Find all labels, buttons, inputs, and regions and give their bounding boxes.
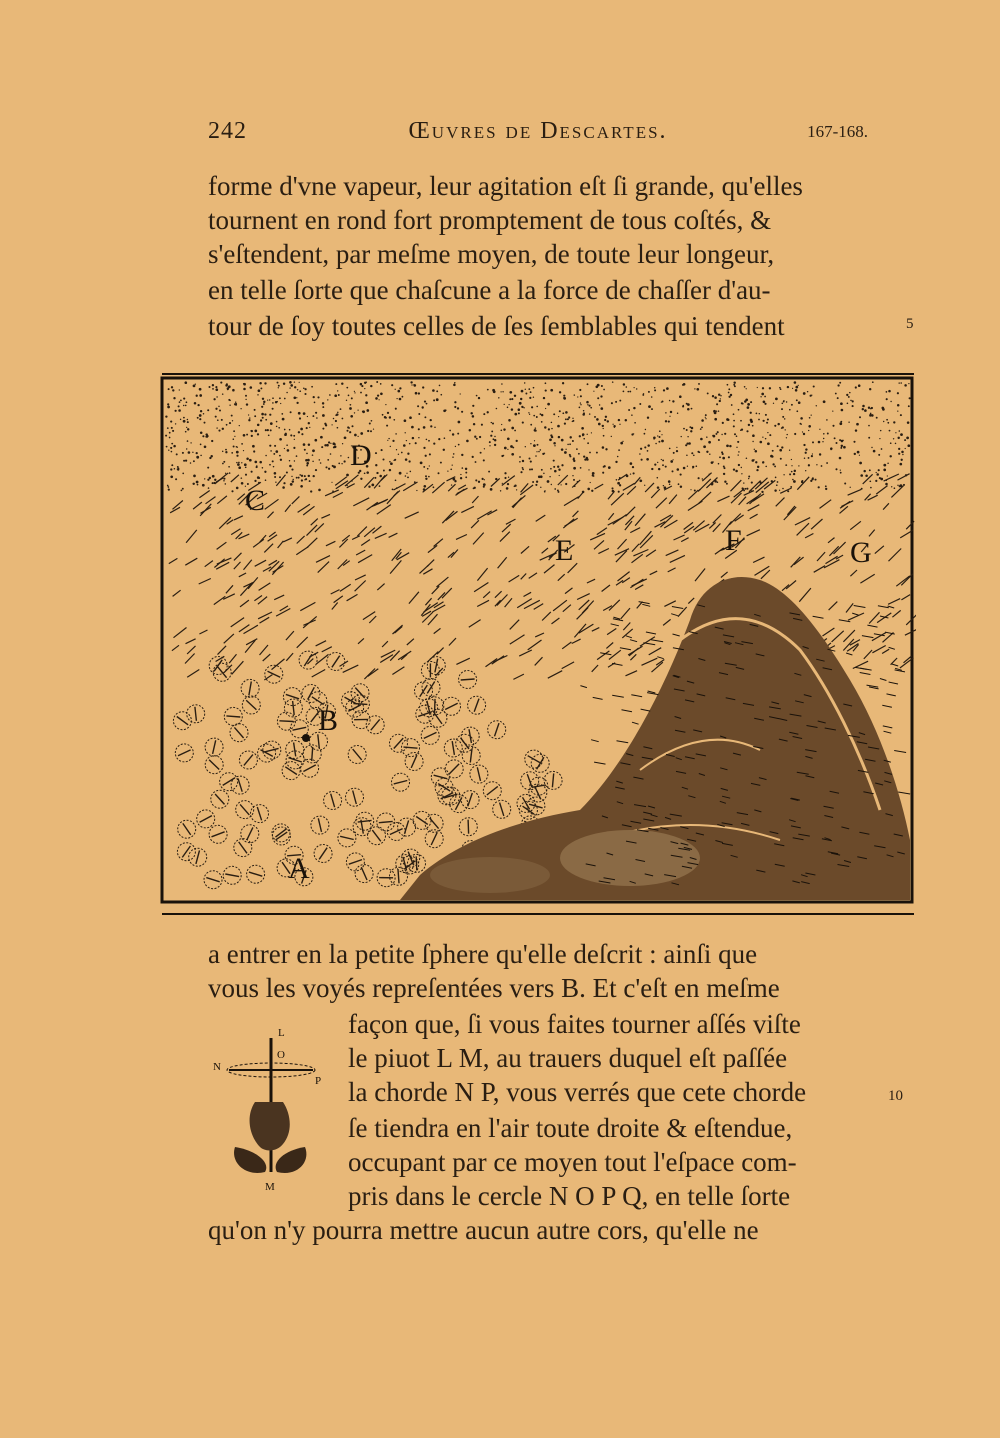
text-line: forme d'vne vapeur, leur agitation eſt ſi grande, qu'elles	[208, 171, 803, 201]
text-line: qu'on n'y pourra mettre aucun autre cors, qu'elle ne	[208, 1215, 759, 1245]
label-l: L	[278, 1027, 285, 1039]
line-number: 5	[906, 316, 914, 332]
text-line: en telle ſorte que chaſcune a la force de chaſſer d'au-	[208, 275, 771, 305]
text-line: tournent en rond fort promptement de tous coſtés, &	[208, 205, 772, 235]
label-p: P	[315, 1075, 322, 1087]
label-c: C	[245, 484, 266, 517]
label-b: B	[318, 704, 339, 737]
label-d: D	[350, 439, 372, 472]
text-line: a entrer en la petite ſphere qu'elle deſcrit : ainſi que	[208, 939, 758, 969]
pivot-cord-figure	[205, 1022, 330, 1194]
label-f: F	[725, 524, 742, 557]
label-n: N	[213, 1061, 221, 1073]
label-a: A	[288, 852, 310, 885]
label-g: G	[850, 536, 872, 569]
label-m: M	[265, 1181, 275, 1193]
text-line: le piuot L M, au trauers duquel eſt paſſée	[348, 1043, 788, 1073]
line-number: 10	[888, 1088, 903, 1104]
running-header	[208, 118, 868, 158]
text-line: façon que, ſi vous faites tourner aſſés viſte	[348, 1009, 801, 1039]
running-title: Œuvres de Descartes.	[408, 118, 668, 144]
label-e: E	[555, 534, 574, 567]
text-line: pris dans le cercle N O P Q, en telle ſorte	[348, 1181, 791, 1211]
text-line: occupant par ce moyen tout l'eſpace com-	[348, 1147, 797, 1177]
text-line: la chorde N P, vous verrés que cete chorde	[348, 1077, 807, 1107]
text-line: tour de ſoy toutes celles de ſes ſemblables qui tendent	[208, 311, 785, 341]
vapor-engraving	[160, 370, 916, 918]
text-line: s'eſtendent, par meſme moyen, de toute leur longeur,	[208, 239, 775, 269]
page-reference: 167-168.	[807, 122, 868, 141]
text-line: ſe tiendra en l'air toute droite & eſtendue,	[348, 1113, 793, 1143]
label-o: O	[277, 1049, 285, 1061]
text-line: vous les voyés repreſentées vers B. Et c'eſt en meſme	[208, 973, 780, 1003]
page-number: 242	[208, 118, 247, 144]
